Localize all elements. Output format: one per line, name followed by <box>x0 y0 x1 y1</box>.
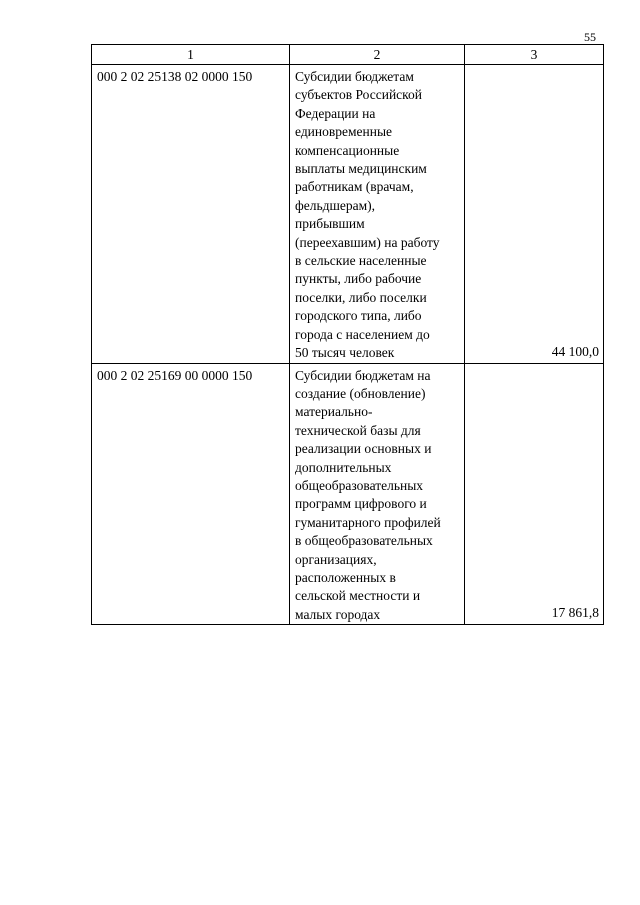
item-name-line: материально- <box>295 404 373 420</box>
item-name-line: выплаты медицинским <box>295 161 427 177</box>
item-name-line: гуманитарного профилей <box>295 514 441 530</box>
item-name-line: 50 тысяч человек <box>295 345 395 361</box>
item-name-line: Федерации на <box>295 105 376 121</box>
item-name-line: в общеобразовательных <box>295 533 433 549</box>
item-name-cell <box>290 65 465 364</box>
item-name-line: технической базы для <box>295 422 421 438</box>
page-number: 55 <box>584 30 596 44</box>
table-row <box>92 363 604 625</box>
amount-cell: 44 100,0 <box>465 65 604 364</box>
item-name-line: малых городах <box>295 606 381 622</box>
item-name-line: единовременные <box>295 124 393 140</box>
item-name-line: города с населением до <box>295 326 430 342</box>
item-name-line: расположенных в <box>295 569 396 585</box>
amount-cell: 17 861,8 <box>465 363 604 625</box>
item-name-line: фельдшерам), <box>295 197 376 213</box>
item-name-line: организациях, <box>295 551 377 567</box>
column-header-2: 2 <box>290 45 465 65</box>
item-name-line: субъектов Российской <box>295 87 423 103</box>
item-name-line: пункты, либо рабочие <box>295 271 422 287</box>
budget-code-cell: 000 2 02 25169 00 0000 150 <box>92 363 290 625</box>
header-row <box>92 45 604 65</box>
item-name-line: прибывшим <box>295 216 365 232</box>
item-name-line: Субсидии бюджетам <box>295 69 414 84</box>
item-name-line: компенсационные <box>295 142 400 158</box>
budget-code-cell: 000 2 02 25138 02 0000 150 <box>92 65 290 364</box>
budget-table <box>91 44 604 625</box>
item-name-line: создание (обновление) <box>295 385 426 401</box>
item-name-line: в сельские населенные <box>295 253 427 269</box>
item-name-cell <box>290 363 465 625</box>
column-header-3: 3 <box>465 45 604 65</box>
item-name-line: (переехавшим) на работу <box>295 234 440 250</box>
item-name-line: дополнительных <box>295 459 392 475</box>
item-name-line: реализации основных и <box>295 441 432 457</box>
item-name-line: сельской местности и <box>295 588 421 604</box>
item-name-line: поселки, либо поселки <box>295 289 427 305</box>
item-name-line: программ цифрового и <box>295 496 427 512</box>
table-row <box>92 65 604 364</box>
item-name-line: общеобразовательных <box>295 477 424 493</box>
column-header-1: 1 <box>92 45 290 65</box>
item-name-line: Субсидии бюджетам на <box>295 367 431 383</box>
item-name-line: городского типа, либо <box>295 308 422 324</box>
item-name-line: работникам (врачам, <box>295 179 414 195</box>
